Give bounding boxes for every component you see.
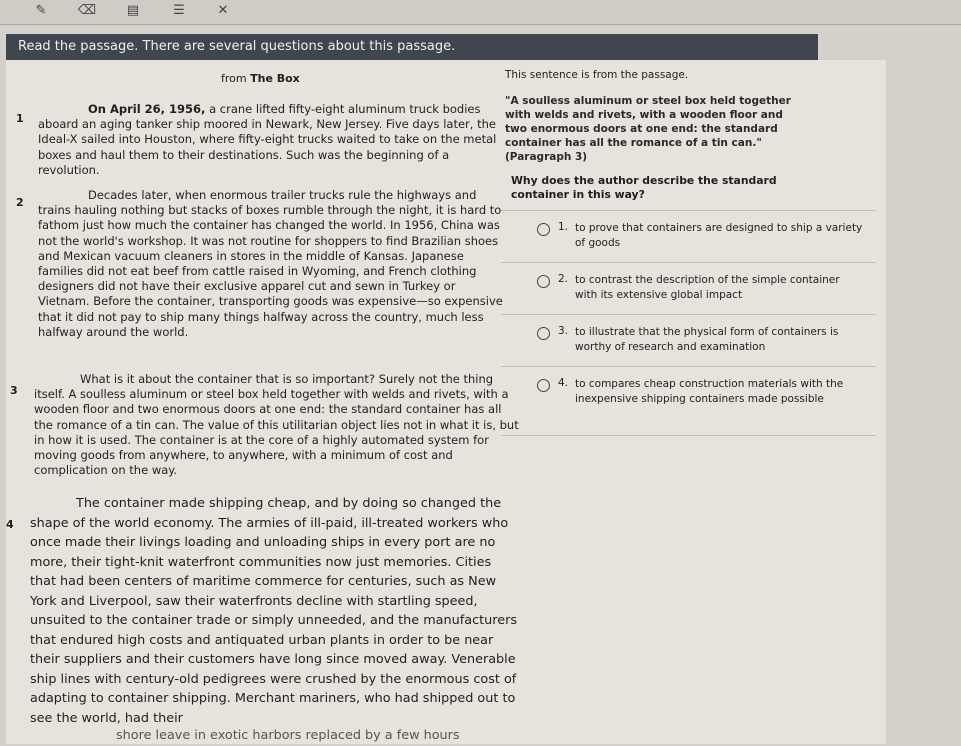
notepad-icon[interactable]: ☰ xyxy=(173,3,185,18)
pencil-icon[interactable]: ✎ xyxy=(35,3,47,18)
eliminate-icon[interactable]: ✕ xyxy=(217,3,229,18)
instructions-banner: Read the passage. There are several questions about this passage. xyxy=(6,34,818,60)
answer-choice-3[interactable] xyxy=(501,314,876,366)
paragraph-3: What is it about the container that is so important? Surely not the thing itself. A soulless aluminum or steel box held together with welds and rivets, with a wooden floor and two enormous doors at one end: the standard container has all the romance of a tin can. The value of this utilitarian object lies not in what it is, but in how it is used. The container is at the core of a highly automated system for moving goods from anywhere, to anywhere, with a minimum of cost and complication on the way. xyxy=(34,372,519,478)
passage-panel xyxy=(6,60,521,744)
passage-title-text: The Box xyxy=(250,72,300,85)
paragraph-number: 2 xyxy=(16,196,24,209)
passage-title xyxy=(221,72,300,85)
radio-button[interactable] xyxy=(537,379,550,392)
choice-text: to prove that containers are designed to ship a variety of goods xyxy=(575,222,863,249)
paragraph-4: The container made shipping cheap, and by doing so changed the shape of the world economy. The armies of ill-paid, ill-treated workers who once made their livings loading and unloading ships in every port are no more, their tight-knit waterfront communities now just memories. Cities that had been centers of maritime commerce for centuries, such as New York and Liverpool, saw their waterfronts decline with startling speed, unsuited to the container trade or simply unneeded, and the manufacturers that endured high costs and antiquated urban plants in order to be near their suppliers and their customers have long since moved away. Venerable ship lines with century-old pedigrees were crushed by the enormous cost of adapting to container shipping. Merchant mariners, who had shipped out to see the world, had their xyxy=(30,496,518,726)
choice-number: 4. xyxy=(558,377,569,389)
paragraph-number: 4 xyxy=(6,518,14,531)
paragraph-1-lead: On April 26, 1956, xyxy=(88,102,206,116)
paragraph-number: 1 xyxy=(16,112,24,125)
question-prompt: Why does the author describe the standard container in this way? xyxy=(511,174,777,201)
radio-button[interactable] xyxy=(537,223,550,236)
content-area xyxy=(6,60,886,744)
from-label: from xyxy=(221,72,247,85)
answer-choice-4[interactable] xyxy=(501,366,876,436)
answer-choice-2[interactable] xyxy=(501,262,876,314)
question-intro: This sentence is from the passage. xyxy=(505,69,689,81)
paragraph-4-cutoff: shore leave in exotic harbors replaced by a few hours xyxy=(116,728,460,743)
calculator-icon[interactable]: ▤ xyxy=(126,3,140,18)
paragraph-number: 3 xyxy=(10,384,18,397)
answer-choice-1[interactable] xyxy=(501,210,876,262)
paragraph-2: Decades later, when enormous trailer trucks rule the highways and trains hauling nothing but stacks of boxes rumble through the night, it is hard to fathom just how much the container has changed the world. In 1956, China was not the world's workshop. It was not routine for shoppers to find Brazilian shoes and Mexican vacuum cleaners in stores in the middle of Kansas. Japanese families did not eat beef from cattle raised in Wyoming, and French clothing designers did not have their exclusive apparel cut and sewn in Turkey or Vietnam. Before the container, transporting goods was expensive—so expensive that it did not pay to ship many things halfway across the country, much less halfway around the world. xyxy=(38,188,503,339)
radio-button[interactable] xyxy=(537,275,550,288)
choice-number: 3. xyxy=(558,325,569,337)
choice-text: to contrast the description of the simple container with its extensive global impact xyxy=(575,274,840,301)
choice-number: 1. xyxy=(558,221,569,233)
paragraph-1 xyxy=(38,102,508,178)
toolbar xyxy=(0,0,961,25)
choice-text: to compares cheap construction materials with the inexpensive shipping containers made possible xyxy=(575,378,844,405)
question-panel xyxy=(501,60,891,520)
question-quote: "A soulless aluminum or steel box held together with welds and rivets, with a wooden floor and two enormous doors at one end: the standard container has all the romance of a tin can." (Paragraph 3) xyxy=(505,95,791,163)
radio-button[interactable] xyxy=(537,327,550,340)
paragraph-1-text: a crane lifted fifty-eight aluminum truck bodies aboard an aging tanker ship moored in Newark, New Jersey. Five days later, the Ideal-X sailed into Houston, where fifty-eight trucks waited to take on the metal boxes and haul them to their destinations. Such was the beginning of a revolution. xyxy=(38,102,497,177)
highlighter-icon[interactable]: ⌫ xyxy=(77,3,97,18)
choice-text: to illustrate that the physical form of containers is worthy of research and examination xyxy=(575,326,839,353)
choice-number: 2. xyxy=(558,273,569,285)
